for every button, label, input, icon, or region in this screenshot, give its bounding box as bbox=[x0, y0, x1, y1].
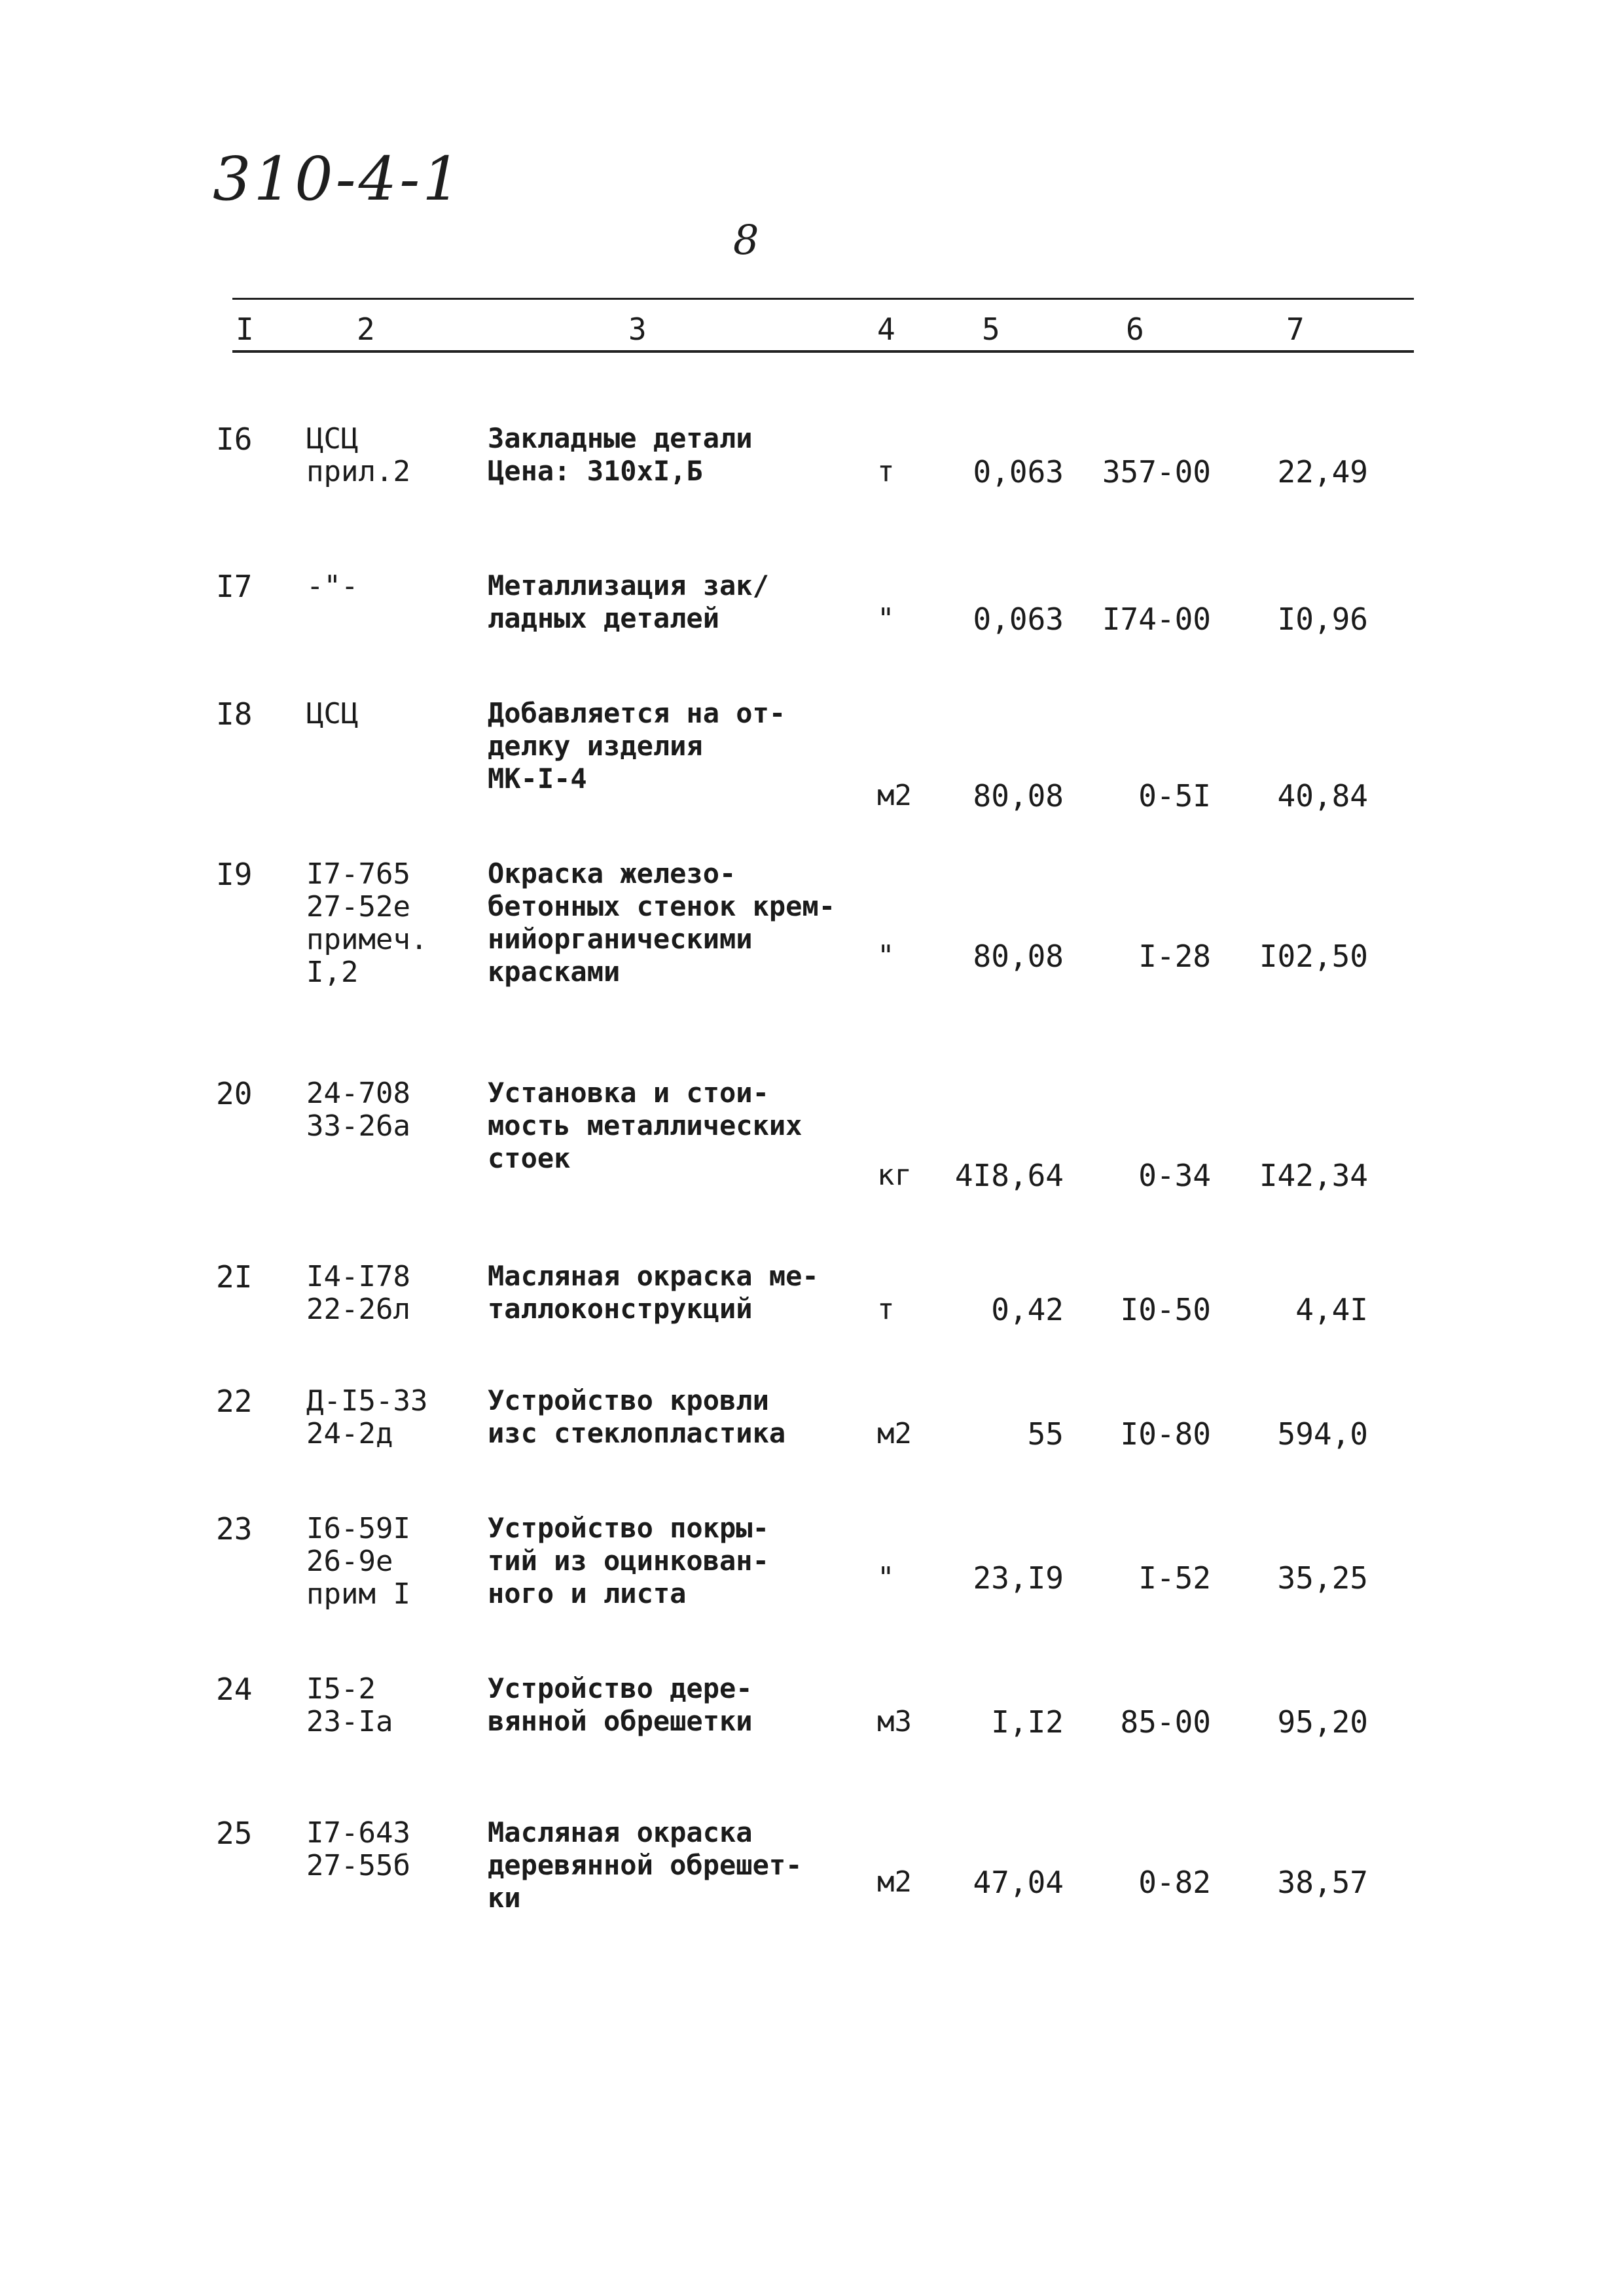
row-unit-price: I-52 bbox=[1138, 1560, 1211, 1596]
row-unit: кг bbox=[877, 1158, 912, 1192]
row-description-line: красками bbox=[488, 956, 621, 988]
document-code: 310-4-1 bbox=[213, 144, 463, 214]
row-reference-line: ЦСЦ bbox=[306, 697, 359, 730]
row-total: 4,4I bbox=[1295, 1292, 1368, 1327]
row-description-line: делку изделия bbox=[488, 730, 703, 762]
row-description-line: ки bbox=[488, 1882, 521, 1914]
column-header-1: I bbox=[236, 312, 254, 347]
row-reference-line: 27-55б bbox=[306, 1849, 410, 1882]
row-quantity: 0,063 bbox=[973, 601, 1064, 637]
row-reference-line: I7-643 bbox=[306, 1816, 410, 1850]
row-description-line: таллоконструкций bbox=[488, 1293, 753, 1325]
row-description-line: Металлизация зак/ bbox=[488, 569, 769, 601]
row-reference-line: прим I bbox=[306, 1577, 410, 1611]
row-description-line: ладных деталей bbox=[488, 602, 720, 634]
row-unit-price: 357-00 bbox=[1102, 454, 1211, 490]
row-reference-line: I6-59I bbox=[306, 1512, 410, 1545]
row-number: I8 bbox=[216, 696, 253, 732]
header-bottom-rule bbox=[232, 350, 1414, 353]
row-reference-line: I4-I78 bbox=[306, 1260, 410, 1293]
row-unit: м2 bbox=[877, 1417, 912, 1450]
row-description-line: стоек bbox=[488, 1142, 571, 1174]
row-unit-price: I0-80 bbox=[1120, 1416, 1211, 1452]
row-quantity: 0,063 bbox=[973, 454, 1064, 490]
row-unit: м2 bbox=[877, 779, 912, 812]
row-quantity: 80,08 bbox=[973, 939, 1064, 974]
row-total: 594,0 bbox=[1277, 1416, 1368, 1452]
row-description-line: Устройство кровли bbox=[488, 1384, 769, 1416]
row-description-line: Устройство дере- bbox=[488, 1672, 753, 1704]
row-reference-line: 27-52е bbox=[306, 890, 410, 924]
row-total: 95,20 bbox=[1277, 1704, 1368, 1740]
row-number: I9 bbox=[216, 857, 253, 892]
row-number: 2I bbox=[216, 1259, 253, 1295]
row-total: 22,49 bbox=[1277, 454, 1368, 490]
row-description-line: Цена: 310хI,Б bbox=[488, 455, 703, 487]
row-reference-line: Д-I5-33 bbox=[306, 1384, 428, 1418]
header-top-rule bbox=[232, 298, 1414, 300]
row-total: 35,25 bbox=[1277, 1560, 1368, 1596]
column-header-5: 5 bbox=[982, 312, 1000, 347]
row-description-line: мость металлических bbox=[488, 1109, 803, 1141]
row-number: I6 bbox=[216, 422, 253, 457]
row-description-line: Устройство покры- bbox=[488, 1512, 769, 1544]
row-quantity: 4I8,64 bbox=[954, 1158, 1064, 1193]
row-description-line: тий из оцинкован- bbox=[488, 1545, 769, 1577]
row-reference-line: 23-Iа bbox=[306, 1705, 393, 1738]
row-unit: " bbox=[877, 602, 895, 636]
row-quantity: 55 bbox=[1027, 1416, 1064, 1452]
row-unit-price: 0-34 bbox=[1138, 1158, 1211, 1193]
column-header-6: 6 bbox=[1126, 312, 1144, 347]
row-unit: м2 bbox=[877, 1865, 912, 1899]
row-unit-price: I-28 bbox=[1138, 939, 1211, 974]
row-unit-price: 0-5I bbox=[1138, 778, 1211, 814]
column-header-3: 3 bbox=[628, 312, 647, 347]
row-total: I0,96 bbox=[1277, 601, 1368, 637]
row-unit-price: 0-82 bbox=[1138, 1865, 1211, 1900]
row-quantity: I,I2 bbox=[991, 1704, 1064, 1740]
row-quantity: 0,42 bbox=[991, 1292, 1064, 1327]
page-number: 8 bbox=[733, 216, 759, 264]
row-total: 40,84 bbox=[1277, 778, 1368, 814]
row-reference-line: ЦСЦ bbox=[306, 422, 359, 456]
row-unit: т bbox=[877, 1293, 895, 1326]
row-total: 38,57 bbox=[1277, 1865, 1368, 1900]
row-reference-line: I5-2 bbox=[306, 1672, 376, 1706]
row-description-line: вянной обрешетки bbox=[488, 1705, 753, 1737]
row-number: 24 bbox=[216, 1672, 253, 1707]
row-quantity: 80,08 bbox=[973, 778, 1064, 814]
row-description-line: бетонных стенок крем- bbox=[488, 890, 836, 922]
row-reference-line: 26-9е bbox=[306, 1545, 393, 1578]
row-reference-line: примеч. bbox=[306, 923, 428, 956]
row-number: 23 bbox=[216, 1511, 253, 1547]
row-description-line: нийорганическими bbox=[488, 923, 753, 955]
column-header-4: 4 bbox=[877, 312, 895, 347]
row-description-line: Окраска железо- bbox=[488, 857, 736, 889]
row-description-line: МК-I-4 bbox=[488, 762, 587, 795]
row-description-line: Масляная окраска ме- bbox=[488, 1260, 819, 1292]
row-number: I7 bbox=[216, 569, 253, 604]
row-number: 20 bbox=[216, 1076, 253, 1111]
column-header-2: 2 bbox=[357, 312, 375, 347]
row-description-line: Добавляется на от- bbox=[488, 697, 786, 729]
row-quantity: 47,04 bbox=[973, 1865, 1064, 1900]
row-reference-line: 33-26а bbox=[306, 1109, 410, 1143]
row-description-line: деревянной обрешет- bbox=[488, 1849, 803, 1881]
row-description-line: Закладные детали bbox=[488, 422, 753, 454]
row-unit: " bbox=[877, 1561, 895, 1594]
row-total: I42,34 bbox=[1259, 1158, 1368, 1193]
row-reference-line: 22-26л bbox=[306, 1293, 410, 1326]
row-reference-line: 24-708 bbox=[306, 1077, 410, 1110]
row-unit: м3 bbox=[877, 1705, 912, 1738]
row-unit-price: I74-00 bbox=[1102, 601, 1211, 637]
row-number: 25 bbox=[216, 1816, 253, 1851]
row-unit: т bbox=[877, 455, 895, 488]
row-total: I02,50 bbox=[1259, 939, 1368, 974]
row-reference-line: 24-2д bbox=[306, 1417, 393, 1450]
row-unit-price: 85-00 bbox=[1120, 1704, 1211, 1740]
row-reference-line: прил.2 bbox=[306, 455, 410, 488]
row-description-line: ного и листа bbox=[488, 1577, 687, 1609]
row-reference-line: I7-765 bbox=[306, 857, 410, 891]
column-header-7: 7 bbox=[1286, 312, 1305, 347]
row-description-line: изс стеклопластика bbox=[488, 1417, 786, 1449]
row-reference-line: -"- bbox=[306, 569, 359, 603]
row-unit: " bbox=[877, 939, 895, 973]
row-description-line: Установка и стои- bbox=[488, 1077, 769, 1109]
row-reference-line: I,2 bbox=[306, 956, 359, 989]
row-quantity: 23,I9 bbox=[973, 1560, 1064, 1596]
row-description-line: Масляная окраска bbox=[488, 1816, 753, 1848]
row-unit-price: I0-50 bbox=[1120, 1292, 1211, 1327]
row-number: 22 bbox=[216, 1384, 253, 1419]
